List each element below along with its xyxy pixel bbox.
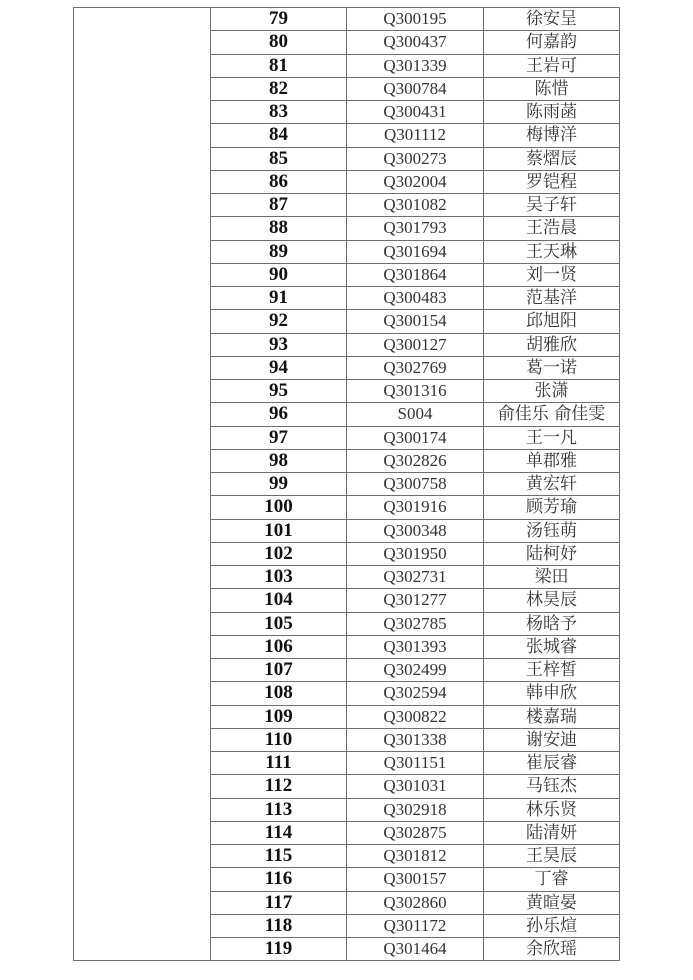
row-number-cell: 83 [211, 101, 347, 124]
merged-group-cell [74, 8, 211, 961]
student-name-cell: 顾芳瑜 [484, 496, 620, 519]
row-number-cell: 115 [211, 845, 347, 868]
student-name-cell: 罗铠程 [484, 170, 620, 193]
student-code-cell: Q302785 [347, 612, 484, 635]
student-code-cell: Q301031 [347, 775, 484, 798]
row-number-cell: 88 [211, 217, 347, 240]
student-code-cell: Q302769 [347, 356, 484, 379]
row-number-cell: 105 [211, 612, 347, 635]
student-name-cell: 徐安呈 [484, 8, 620, 31]
student-name-cell: 梁田 [484, 566, 620, 589]
student-name-cell: 杨晗予 [484, 612, 620, 635]
student-code-cell: Q300483 [347, 287, 484, 310]
row-number-cell: 91 [211, 287, 347, 310]
student-name-cell: 崔辰睿 [484, 752, 620, 775]
student-code-cell: Q300273 [347, 147, 484, 170]
student-name-cell: 邱旭阳 [484, 310, 620, 333]
student-code-cell: Q301950 [347, 542, 484, 565]
student-name-cell: 余欣瑶 [484, 938, 620, 961]
student-name-cell: 刘一贤 [484, 263, 620, 286]
row-number-cell: 116 [211, 868, 347, 891]
student-name-cell: 陆清妍 [484, 821, 620, 844]
student-name-cell: 王岩可 [484, 54, 620, 77]
student-name-cell: 陆柯妤 [484, 542, 620, 565]
row-number-cell: 118 [211, 914, 347, 937]
student-name-cell: 马钰杰 [484, 775, 620, 798]
row-number-cell: 90 [211, 263, 347, 286]
student-name-cell: 蔡熠辰 [484, 147, 620, 170]
student-code-cell: Q302731 [347, 566, 484, 589]
row-number-cell: 89 [211, 240, 347, 263]
row-number-cell: 92 [211, 310, 347, 333]
student-name-cell: 王梓皙 [484, 659, 620, 682]
row-number-cell: 119 [211, 938, 347, 961]
student-code-cell: Q301793 [347, 217, 484, 240]
student-name-cell: 张城睿 [484, 635, 620, 658]
row-number-cell: 96 [211, 403, 347, 426]
row-number-cell: 84 [211, 124, 347, 147]
row-number-cell: 112 [211, 775, 347, 798]
student-name-cell: 葛一诺 [484, 356, 620, 379]
row-number-cell: 98 [211, 449, 347, 472]
student-code-cell: Q301082 [347, 194, 484, 217]
student-name-cell: 单郡雅 [484, 449, 620, 472]
student-code-cell: Q301172 [347, 914, 484, 937]
row-number-cell: 87 [211, 194, 347, 217]
student-code-cell: Q301694 [347, 240, 484, 263]
student-code-cell: Q301112 [347, 124, 484, 147]
student-code-cell: Q302918 [347, 798, 484, 821]
student-code-cell: Q300437 [347, 31, 484, 54]
student-name-cell: 丁睿 [484, 868, 620, 891]
row-number-cell: 114 [211, 821, 347, 844]
student-name-cell: 楼嘉瑞 [484, 705, 620, 728]
student-name-cell: 俞佳乐 俞佳雯 [484, 403, 620, 426]
student-code-cell: Q302499 [347, 659, 484, 682]
row-number-cell: 111 [211, 752, 347, 775]
student-code-cell: Q300348 [347, 519, 484, 542]
row-number-cell: 85 [211, 147, 347, 170]
student-name-cell: 黄暄晏 [484, 891, 620, 914]
student-code-cell: Q301812 [347, 845, 484, 868]
student-code-cell: Q301464 [347, 938, 484, 961]
student-code-cell: Q301339 [347, 54, 484, 77]
student-code-cell: Q300822 [347, 705, 484, 728]
row-number-cell: 95 [211, 380, 347, 403]
row-number-cell: 117 [211, 891, 347, 914]
student-name-cell: 林乐贤 [484, 798, 620, 821]
student-code-cell: S004 [347, 403, 484, 426]
row-number-cell: 99 [211, 473, 347, 496]
row-number-cell: 109 [211, 705, 347, 728]
row-number-cell: 94 [211, 356, 347, 379]
student-name-cell: 韩申欣 [484, 682, 620, 705]
row-number-cell: 97 [211, 426, 347, 449]
student-name-cell: 张潇 [484, 380, 620, 403]
row-number-cell: 104 [211, 589, 347, 612]
student-name-cell: 范基洋 [484, 287, 620, 310]
row-number-cell: 80 [211, 31, 347, 54]
student-code-cell: Q300127 [347, 333, 484, 356]
row-number-cell: 81 [211, 54, 347, 77]
student-code-cell: Q301338 [347, 728, 484, 751]
student-code-cell: Q302826 [347, 449, 484, 472]
student-name-cell: 谢安迪 [484, 728, 620, 751]
roster-table-body [74, 8, 620, 961]
row-number-cell: 108 [211, 682, 347, 705]
row-number-cell: 100 [211, 496, 347, 519]
student-name-cell: 汤钰萌 [484, 519, 620, 542]
row-number-cell: 93 [211, 333, 347, 356]
row-number-cell: 110 [211, 728, 347, 751]
row-number-cell: 107 [211, 659, 347, 682]
student-code-cell: Q301277 [347, 589, 484, 612]
student-name-cell: 黄宏轩 [484, 473, 620, 496]
student-code-cell: Q302860 [347, 891, 484, 914]
table-row [74, 8, 620, 31]
student-code-cell: Q301393 [347, 635, 484, 658]
student-name-cell: 何嘉韵 [484, 31, 620, 54]
student-code-cell: Q301151 [347, 752, 484, 775]
student-code-cell: Q302875 [347, 821, 484, 844]
student-code-cell: Q300431 [347, 101, 484, 124]
student-code-cell: Q301316 [347, 380, 484, 403]
student-code-cell: Q300784 [347, 77, 484, 100]
student-name-cell: 王昊辰 [484, 845, 620, 868]
student-code-cell: Q300157 [347, 868, 484, 891]
student-name-cell: 王天琳 [484, 240, 620, 263]
row-number-cell: 102 [211, 542, 347, 565]
row-number-cell: 106 [211, 635, 347, 658]
roster-table [73, 7, 620, 961]
student-code-cell: Q302594 [347, 682, 484, 705]
student-code-cell: Q301916 [347, 496, 484, 519]
student-code-cell: Q301864 [347, 263, 484, 286]
row-number-cell: 79 [211, 8, 347, 31]
student-code-cell: Q300154 [347, 310, 484, 333]
row-number-cell: 101 [211, 519, 347, 542]
student-name-cell: 孙乐煊 [484, 914, 620, 937]
student-name-cell: 王一凡 [484, 426, 620, 449]
row-number-cell: 103 [211, 566, 347, 589]
row-number-cell: 82 [211, 77, 347, 100]
student-name-cell: 陈雨菡 [484, 101, 620, 124]
student-code-cell: Q300195 [347, 8, 484, 31]
student-name-cell: 胡雅欣 [484, 333, 620, 356]
student-code-cell: Q302004 [347, 170, 484, 193]
row-number-cell: 86 [211, 170, 347, 193]
student-code-cell: Q300174 [347, 426, 484, 449]
student-name-cell: 王浩晨 [484, 217, 620, 240]
student-code-cell: Q300758 [347, 473, 484, 496]
student-name-cell: 吴子轩 [484, 194, 620, 217]
row-number-cell: 113 [211, 798, 347, 821]
student-name-cell: 陈惜 [484, 77, 620, 100]
student-name-cell: 梅博洋 [484, 124, 620, 147]
student-name-cell: 林昊辰 [484, 589, 620, 612]
